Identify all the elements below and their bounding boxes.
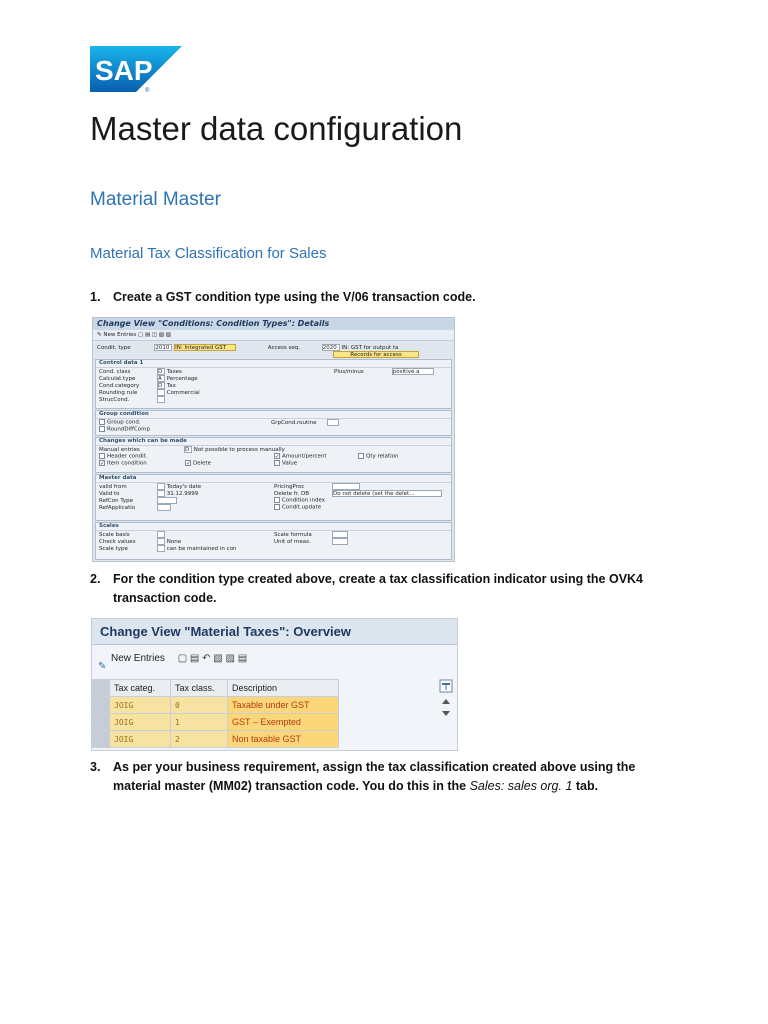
table-scrollbar[interactable]	[439, 679, 453, 749]
condition-types-screenshot: Change View "Conditions: Condition Types": Details ✎ New Entries ▢ ▤ ◫ ▧ ▨ Condit. type 2010 IN: Integrated GST Access seq. 2020 IN: GST for output ta Records for access Control data 1 Cond. class D Taxes Calculat.type A Percentage Cond.category D Tax Rounding rule Commercial StrucCond. Plus/minus positive a Group condition Group cond. RoundDiffComp GrpCond.routine Changes which can be made Manual entries D Not possible to process manually Header condit. ✓ Item condition ✓ Delete ✓ Amount/percent Value Qty relation Master data valid from Today's date Valid to 31.12.9999 RefCon Type RefApplicatio PricingProc Delete fr. DB Do not delete (set the delet... Condition index Condit.update Scales Scale basis Check values None Scale type can be maintained in con Scale formula Unit of meas.	[92, 317, 455, 562]
step-3: 3. As per your business requirement, assign the tax classification created above using the material master (MM02) transaction code. You do this in the Sales: sales org. 1 tab.	[90, 760, 636, 793]
sap-logo-text: SAP	[95, 55, 153, 86]
subsection-heading: Material Tax Classification for Sales	[90, 245, 327, 262]
scales-section: Scales Scale basis Check values None Scale type can be maintained in con Scale formula Unit of meas.	[95, 522, 452, 560]
records-for-access-button[interactable]: Records for access	[333, 351, 419, 358]
sap-logo	[90, 46, 182, 94]
section-heading: Material Master	[90, 189, 221, 210]
material-taxes-screenshot	[91, 618, 458, 751]
screenshot-toolbar: ✎ New Entries ▢ ▤ ◫ ▧ ▨	[93, 330, 454, 341]
scroll-up-icon	[442, 699, 450, 704]
screenshot-title: Change View "Conditions: Condition Types": Details	[93, 318, 454, 330]
changes-section: Changes which can be made Manual entries D Not possible to process manually Header condit. ✓ Item condition ✓ Delete ✓ Amount/percent Value Qty relation	[95, 437, 452, 473]
page-title: Master data configuration	[90, 110, 463, 147]
table-row[interactable]: JOIG 1 GST – Exempted	[93, 714, 339, 731]
new-entries-icon: ✎	[98, 661, 107, 673]
table-header: Tax categ. Tax class. Description	[93, 680, 339, 697]
master-data-section: Master data valid from Today's date Valid to 31.12.9999 RefCon Type RefApplicatio PricingProc Delete fr. DB Do not delete (set the delet... Condition index Condit.update	[95, 474, 452, 521]
toolbar-icons: ▢ ▤ ↶ ▧ ▨ ▤	[177, 653, 248, 664]
material-taxes-table	[92, 679, 339, 748]
group-condition-section: Group condition Group cond. RoundDiffComp GrpCond.routine	[95, 410, 452, 436]
screenshot-toolbar	[92, 645, 457, 672]
screenshot-title: Change View "Material Taxes": Overview	[92, 619, 457, 645]
step-1: 1. Create a GST condition type using the V/06 transaction code.	[90, 290, 476, 304]
table-row[interactable]: JOIG 0 Taxable under GST	[93, 697, 339, 714]
new-entries-icon: ✎	[97, 332, 104, 338]
new-entries-button[interactable]: New Entries	[111, 653, 165, 664]
scroll-down-icon	[442, 711, 450, 716]
control-data-section: Control data 1 Cond. class D Taxes Calculat.type A Percentage Cond.category D Tax Rounding rule Commercial StrucCond. Plus/minus positive a	[95, 359, 452, 409]
step-2: 2. For the condition type created above, create a tax classification indicator using the OVK4 transaction code.	[90, 572, 644, 605]
svg-text:®: ®	[145, 88, 150, 94]
table-row[interactable]: JOIG 2 Non taxable GST	[93, 731, 339, 748]
